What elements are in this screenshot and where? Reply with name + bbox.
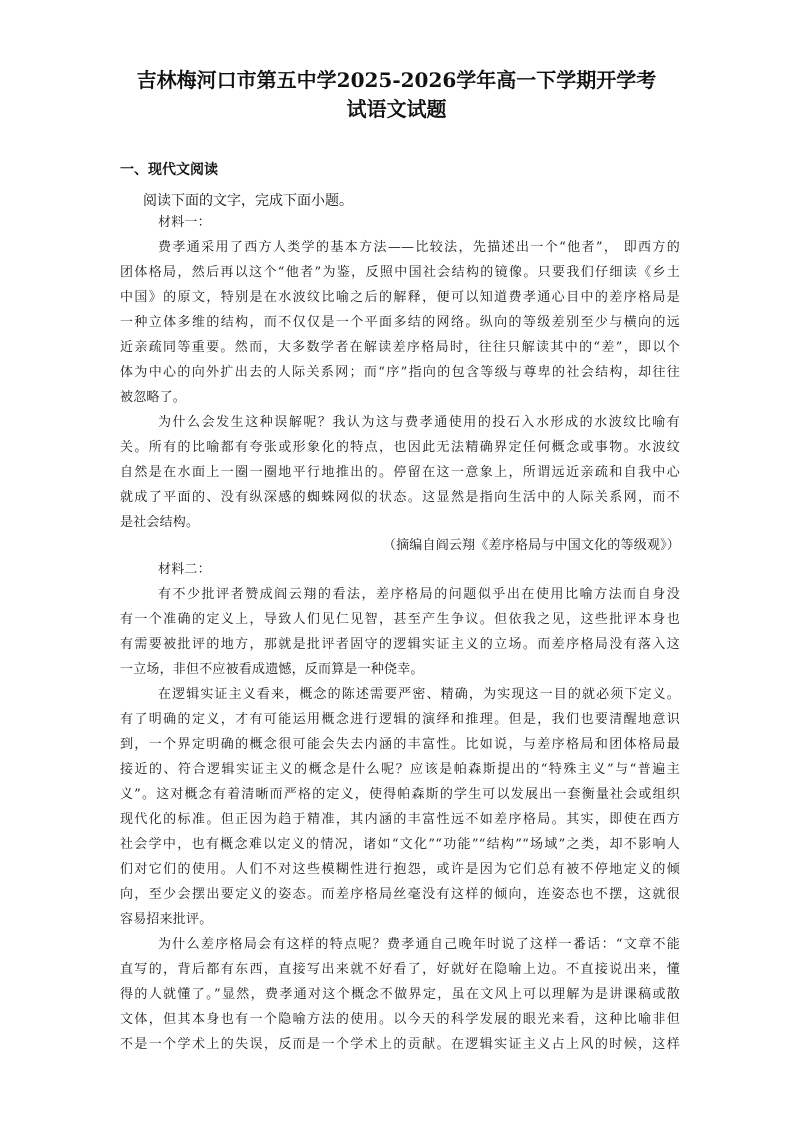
text-line: 为什么差序格局会有这样的特点呢？费孝通自己晚年时说了这样一番话：“文章不能 bbox=[158, 937, 680, 952]
text-line: 义”。这对概念有着清晰而严格的定义，使得帕森斯的学生可以发展出一套衡量社会或组织 bbox=[120, 787, 680, 802]
text-line: 有不少批评者赞成阎云翔的看法，差序格局的问题似乎出在使用比喻方法而自身没 bbox=[158, 587, 680, 602]
text-line: 社会学中，也有概念难以定义的情况，诸如“文化”“功能”“结构”“场域”之类，却不影响人 bbox=[120, 837, 680, 852]
text-line: 团体格局，然后再以这个“他者”为鉴，反照中国社会结构的镜像。只要我们仔细读《乡土 bbox=[120, 265, 680, 280]
text-line: 向，至少会摆出要定义的姿态。而差序格局丝毫没有这样的倾向，连姿态也不摆，这就很 bbox=[120, 887, 680, 902]
text-line: 有需要被批评的地方，那就是批评者固守的逻辑实证主义的立场。而差序格局没有落入这 bbox=[120, 637, 680, 652]
text-line: 是社会结构。 bbox=[120, 515, 200, 530]
material-2-label: 材料二： bbox=[158, 562, 211, 577]
text-line: 被忽略了。 bbox=[120, 390, 187, 405]
text-line: 一种立体多维的结构，而不仅仅是一个平面多结的网络。纵向的等级差别至少与横向的远 bbox=[120, 315, 680, 330]
text-line: 有了明确的定义，才有可能运用概念进行逻辑的演绎和推理。但是，我们也要清醒地意识 bbox=[120, 712, 680, 727]
text-line: 体为中心的向外扩出去的人际关系网；而“序”指向的包含等级与尊卑的社会结构，却往往 bbox=[120, 365, 680, 380]
text-line: 现代化的标准。但正因为趋于精准，其内涵的丰富性远不如差序格局。其实，即使在西方 bbox=[120, 812, 680, 827]
title-line-2: 试语文试题 bbox=[346, 97, 447, 121]
text-line: 关。所有的比喻都有夸张或形象化的特点，也因此无法精确界定任何概念或事物。水波纹 bbox=[120, 440, 680, 455]
text-line: 们对它们的使用。人们不对这些模糊性进行抱怨，或许是因为它们总有被不停地定义的倾 bbox=[120, 862, 680, 877]
text-line: 就成了平面的、没有纵深感的蜘蛛网似的状态。这显然是指向生活中的人际关系网，而不 bbox=[120, 490, 680, 505]
text-line: 到，一个界定明确的概念很可能会失去内涵的丰富性。比如说，与差序格局和团体格局最 bbox=[120, 737, 680, 752]
section-heading: 一、现代文阅读 bbox=[120, 162, 218, 178]
text-line: 为什么会发生这种误解呢？我认为这与费孝通使用的投石入水形成的水波纹比喻有 bbox=[158, 415, 680, 430]
text-line: 在逻辑实证主义看来，概念的陈述需要严密、精确，为实现这一目的就必须下定义。 bbox=[158, 687, 680, 702]
text-line: 近亲疏同等重要。然而，大多数学者在解读差序格局时，往往只解读其中的“差”，即以个 bbox=[120, 340, 680, 355]
text-line: 中国》的原文，特别是在水波纹比喻之后的解释，便可以知道费孝通心目中的差序格局是 bbox=[120, 290, 680, 305]
text-line: 文体，但其本身也有一个隐喻方法的使用。以今天的科学发展的眼光来看，这种比喻非但 bbox=[120, 1012, 680, 1027]
text-line: 有一个准确的定义上，导致人们见仁见智，甚至产生争议。但依我之见，这些批评本身也 bbox=[120, 612, 680, 627]
text-line: 容易招来批评。 bbox=[120, 912, 213, 927]
text-line: 一立场，非但不应被看成遗憾，反而算是一种侥幸。 bbox=[120, 662, 424, 677]
text-line: 得的人就懂了。”显然，费孝通对这个概念不做界定，虽在文风上可以理解为是讲课稿或散 bbox=[120, 987, 680, 1002]
material-1-label: 材料一： bbox=[158, 215, 211, 230]
text-line: 自然是在水面上一圈一圈地平行地推出的。停留在这一意象上，所谓远近亲疏和自我中心 bbox=[120, 465, 680, 480]
text-line: 接近的、符合逻辑实证主义的概念是什么呢？应该是帕森斯提出的“特殊主义”与“普遍主 bbox=[120, 762, 680, 777]
document-title bbox=[60, 66, 733, 124]
reading-instruction: 阅读下面的文字，完成下面小题。 bbox=[143, 193, 353, 209]
title-line-1: 吉林梅河口市第五中学2025-2026学年高一下学期开学考 bbox=[136, 68, 657, 92]
text-line: 直写的，背后都有东西，直接写出来就不好看了，好就好在隐喻上边。不直接说出来，懂 bbox=[120, 962, 680, 977]
text-line: 费孝通采用了西方人类学的基本方法——比较法，先描述出一个“他者”， 即西方的 bbox=[158, 240, 680, 255]
material-1-source: （摘编自阎云翔《差序格局与中国文化的等级观》） bbox=[382, 538, 680, 553]
text-line: 不是一个学术上的失误，反而是一个学术上的贡献。在逻辑实证主义占上风的时候，这样 bbox=[120, 1037, 680, 1052]
